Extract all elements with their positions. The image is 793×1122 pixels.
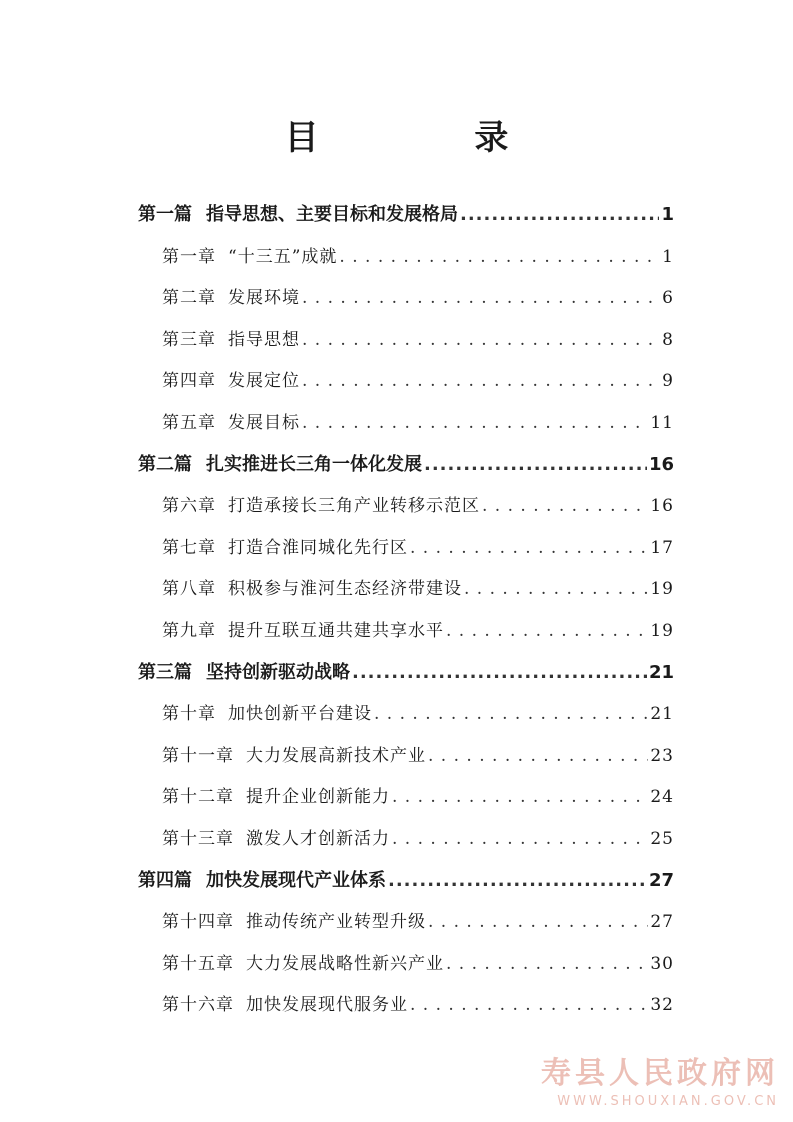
toc-entry-title: 推动传统产业转型升级 bbox=[246, 912, 426, 933]
toc-entry-page: 19 bbox=[650, 579, 674, 600]
toc-dot-leader bbox=[446, 616, 648, 646]
toc-dot-leader bbox=[428, 907, 648, 937]
toc-entry-number: 第四章 bbox=[162, 371, 216, 392]
toc-entry-title: 加快创新平台建设 bbox=[228, 704, 372, 725]
watermark-url: WWW.SHOUXIAN.GOV.CN bbox=[557, 1094, 779, 1109]
toc-entry-number: 第十二章 bbox=[162, 787, 234, 808]
toc-entry-number: 第三篇 bbox=[138, 661, 192, 683]
toc-dot-leader bbox=[388, 866, 647, 896]
toc-dot-leader bbox=[392, 824, 648, 854]
toc-entry-page: 11 bbox=[650, 413, 674, 433]
toc-entry-title: 发展目标 bbox=[228, 413, 300, 433]
page-title: 目 录 bbox=[284, 118, 581, 158]
toc-dot-leader bbox=[464, 574, 648, 604]
toc-dot-leader bbox=[446, 949, 648, 979]
toc-entry-page: 17 bbox=[650, 537, 674, 558]
toc-entry-page: 23 bbox=[650, 745, 674, 766]
toc-dot-leader bbox=[374, 699, 648, 729]
toc-entry-page: 27 bbox=[648, 869, 674, 891]
toc-chapter-entry bbox=[162, 366, 674, 396]
toc-entry-number: 第四篇 bbox=[138, 869, 192, 891]
toc-dot-leader bbox=[302, 325, 660, 355]
toc-entry-page: 30 bbox=[650, 953, 674, 974]
toc-entry-title: 扎实推进长三角一体化发展 bbox=[206, 453, 422, 475]
toc-part-entry bbox=[138, 200, 674, 230]
toc-entry-page: 16 bbox=[650, 496, 674, 517]
toc-entry-number: 第十一章 bbox=[162, 745, 234, 766]
toc-dot-leader bbox=[352, 658, 647, 688]
toc-part-entry bbox=[138, 866, 674, 896]
toc-entry-title: 指导思想 bbox=[228, 329, 300, 350]
toc-entry-page: 24 bbox=[650, 787, 674, 808]
toc-chapter-entry bbox=[162, 408, 674, 438]
toc-entry-number: 第十章 bbox=[162, 704, 216, 725]
toc-entry-title: 发展环境 bbox=[228, 288, 300, 309]
toc-entry-title: 提升企业创新能力 bbox=[246, 787, 390, 808]
toc-dot-leader bbox=[424, 450, 647, 480]
toc-chapter-entry bbox=[162, 491, 674, 521]
toc-dot-leader bbox=[428, 741, 648, 771]
toc-dot-leader bbox=[410, 533, 648, 563]
toc-entry-title: 加快发展现代产业体系 bbox=[206, 869, 386, 891]
toc-entry-page: 21 bbox=[648, 661, 674, 683]
toc-entry-title: 激发人才创新活力 bbox=[246, 829, 390, 849]
toc-entry-page: 19 bbox=[650, 621, 674, 641]
toc-entry-number: 第六章 bbox=[162, 496, 216, 517]
toc-entry-page: 27 bbox=[650, 912, 674, 933]
toc-chapter-entry bbox=[162, 325, 674, 355]
toc-entry-number: 第十五章 bbox=[162, 953, 234, 974]
toc-entry-title: 大力发展高新技术产业 bbox=[246, 745, 426, 766]
toc-entry-number: 第五章 bbox=[162, 413, 216, 433]
toc-entry-number: 第七章 bbox=[162, 537, 216, 558]
toc-entry-page: 1 bbox=[662, 246, 674, 267]
toc-part-entry bbox=[138, 450, 674, 480]
toc-entry-number: 第一章 bbox=[162, 246, 216, 267]
toc-chapter-entry bbox=[162, 242, 674, 272]
toc-entry-title: 打造合淮同城化先行区 bbox=[228, 537, 408, 558]
toc-entry-number: 第二章 bbox=[162, 288, 216, 309]
toc-entry-page: 25 bbox=[650, 829, 674, 849]
toc-dot-leader bbox=[482, 491, 648, 521]
toc-entry-title: 坚持创新驱动战略 bbox=[206, 661, 350, 683]
toc-entry-number: 第三章 bbox=[162, 329, 216, 350]
toc-entry-page: 9 bbox=[662, 371, 674, 392]
toc-entry-number: 第十六章 bbox=[162, 995, 234, 1016]
toc-dot-leader bbox=[302, 366, 660, 396]
toc-entry-title: 积极参与淮河生态经济带建设 bbox=[228, 579, 462, 600]
toc-entry-number: 第八章 bbox=[162, 579, 216, 600]
toc-entry-title: 加快发展现代服务业 bbox=[246, 995, 408, 1016]
toc-dot-leader bbox=[339, 242, 660, 272]
toc-chapter-entry bbox=[162, 699, 674, 729]
toc-entry-title: 提升互联互通共建共享水平 bbox=[228, 621, 444, 641]
toc-entry-number: 第一篇 bbox=[138, 204, 192, 225]
watermark-name: 寿县人民政府网 bbox=[541, 1056, 779, 1091]
toc-entry-title: 指导思想、主要目标和发展格局 bbox=[206, 204, 458, 225]
toc-chapter-entry bbox=[162, 824, 674, 854]
toc-chapter-entry bbox=[162, 990, 674, 1020]
toc-chapter-entry bbox=[162, 907, 674, 937]
toc-dot-leader bbox=[460, 200, 659, 230]
toc-dot-leader bbox=[392, 782, 648, 812]
toc-entry-page: 32 bbox=[650, 995, 674, 1016]
toc-chapter-entry bbox=[162, 949, 674, 979]
toc-entry-page: 1 bbox=[661, 204, 674, 225]
toc-entry-number: 第九章 bbox=[162, 621, 216, 641]
toc-entry-number: 第十四章 bbox=[162, 912, 234, 933]
toc-dot-leader bbox=[410, 990, 648, 1020]
toc-entry-number: 第二篇 bbox=[138, 453, 192, 475]
toc-chapter-entry bbox=[162, 616, 674, 646]
toc-entry-page: 21 bbox=[650, 704, 674, 725]
toc-entry-page: 8 bbox=[662, 329, 674, 350]
toc-entry-title: 发展定位 bbox=[228, 371, 300, 392]
toc-dot-leader bbox=[302, 408, 648, 438]
toc-entry-page: 16 bbox=[648, 453, 674, 475]
toc-entry-page: 6 bbox=[662, 288, 674, 309]
toc-dot-leader bbox=[302, 283, 660, 313]
toc-chapter-entry bbox=[162, 283, 674, 313]
toc-entry-number: 第十三章 bbox=[162, 829, 234, 849]
toc-chapter-entry bbox=[162, 741, 674, 771]
toc-entry-title: 大力发展战略性新兴产业 bbox=[246, 953, 444, 974]
toc-entry-title: “十三五”成就 bbox=[228, 246, 338, 267]
toc-part-entry bbox=[138, 658, 674, 688]
toc-entry-title: 打造承接长三角产业转移示范区 bbox=[228, 496, 480, 517]
toc-chapter-entry bbox=[162, 574, 674, 604]
watermark bbox=[541, 1048, 779, 1109]
toc-chapter-entry bbox=[162, 782, 674, 812]
toc-chapter-entry bbox=[162, 533, 674, 563]
